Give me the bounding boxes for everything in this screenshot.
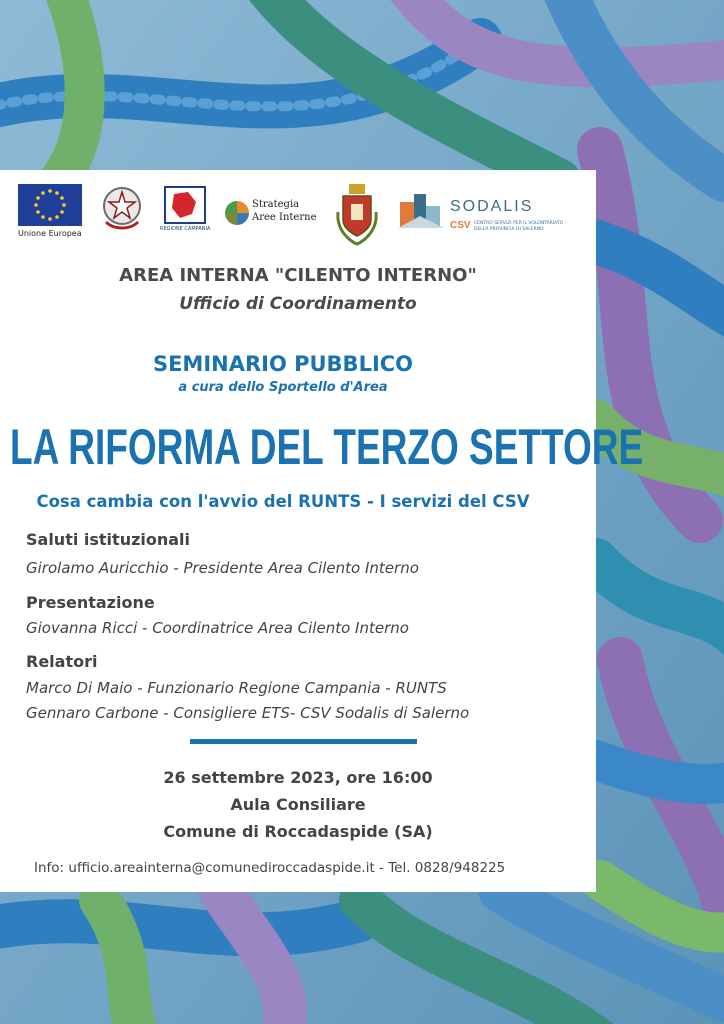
greetings-heading: Saluti istituzionali bbox=[26, 530, 191, 549]
strategia-line2: Aree Interne bbox=[252, 212, 317, 223]
sodalis-csv-logo bbox=[396, 186, 586, 242]
regione-campania-logo bbox=[160, 186, 211, 238]
event-venue: Aula Consiliare bbox=[230, 795, 366, 814]
speakers-heading: Relatori bbox=[26, 652, 98, 671]
presentation-speaker: Giovanna Ricci - Coordinatrice Area Cilento Interno bbox=[26, 619, 409, 637]
strategia-line1: Strategia bbox=[252, 199, 300, 210]
eu-logo bbox=[18, 184, 84, 242]
speaker-2: Gennaro Carbone - Consigliere ETS- CSV Sodalis di Salerno bbox=[26, 704, 470, 722]
poster-card bbox=[0, 170, 644, 892]
sodalis-subtitle: CENTRO SERVIZI PER IL VOLONTARIATO DELLA PROVINCIA DI SALERNO bbox=[474, 221, 564, 232]
sodalis-name: SODALIS bbox=[450, 198, 534, 215]
event-datetime: 26 settembre 2023, ore 16:00 bbox=[163, 768, 433, 787]
sodalis-csv: CSV bbox=[450, 220, 471, 231]
town-crest-icon bbox=[334, 182, 380, 246]
contact-info: Info: ufficio.areainterna@comunediroccadaspide.it - Tel. 0828/948225 bbox=[34, 860, 506, 876]
greetings-speaker: Girolamo Auricchio - Presidente Area Cilento Interno bbox=[26, 559, 419, 577]
event-place: Comune di Roccadaspide (SA) bbox=[163, 822, 433, 841]
logo-row bbox=[0, 170, 596, 250]
presentation-heading: Presentazione bbox=[26, 593, 155, 612]
eu-caption: Unione Europea bbox=[18, 229, 82, 238]
strategia-pinwheel-icon bbox=[224, 200, 250, 226]
event-details bbox=[0, 764, 596, 845]
office-subtitle: Ufficio di Coordinamento bbox=[179, 294, 417, 314]
campania-shield-icon bbox=[164, 186, 206, 224]
area-title: AREA INTERNA "CILENTO INTERNO" bbox=[119, 265, 477, 286]
campania-caption: REGIONE CAMPANIA bbox=[160, 226, 211, 232]
event-headline: LA RIFORMA DEL TERZO SETTORE bbox=[10, 419, 644, 475]
italian-emblem-icon bbox=[100, 184, 144, 232]
event-kind: SEMINARIO PUBBLICO bbox=[152, 352, 414, 376]
event-subtitle: Cosa cambia con l'avvio del RUNTS - I servizi del CSV bbox=[36, 492, 530, 511]
sodalis-houses-icon bbox=[396, 188, 448, 238]
eu-flag-icon bbox=[18, 184, 82, 226]
strategia-text bbox=[252, 198, 316, 224]
strategia-aree-interne-logo bbox=[222, 196, 322, 230]
event-organizer: a cura dello Sportello d'Area bbox=[178, 380, 388, 395]
section-divider bbox=[190, 739, 417, 744]
speaker-1: Marco Di Maio - Funzionario Regione Campania - RUNTS bbox=[26, 679, 447, 697]
